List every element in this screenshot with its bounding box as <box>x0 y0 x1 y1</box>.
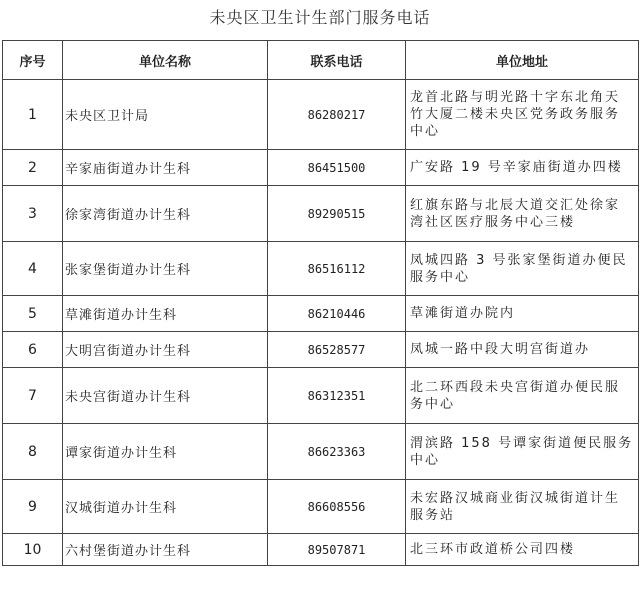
header-index: 序号 <box>3 41 63 80</box>
row-name-text: 未央区卫计局 <box>65 109 150 124</box>
row-name-text: 大明宫街道办计生科 <box>65 344 192 359</box>
row-phone: 86623363 <box>268 424 406 480</box>
row-index: 8 <box>3 424 63 480</box>
row-phone: 86528577 <box>268 332 406 368</box>
table-row <box>3 480 639 534</box>
table-row <box>3 332 639 368</box>
row-index: 4 <box>3 242 63 296</box>
table-row <box>3 424 639 480</box>
row-index: 2 <box>3 150 63 186</box>
row-address: 渭滨路 158 号谭家街道便民服务中心 <box>406 424 639 480</box>
row-name-text: 谭家街道办计生科 <box>65 446 178 461</box>
row-index: 10 <box>3 534 63 566</box>
row-phone: 89507871 <box>268 534 406 566</box>
row-index: 6 <box>3 332 63 368</box>
row-name <box>63 186 268 242</box>
table-row <box>3 534 639 566</box>
row-phone: 86210446 <box>268 296 406 332</box>
header-phone: 联系电话 <box>268 41 406 80</box>
row-name <box>63 80 268 150</box>
table-row <box>3 296 639 332</box>
row-address: 北二环西段未央宫街道办便民服务中心 <box>406 368 639 424</box>
row-name <box>63 368 268 424</box>
row-address: 广安路 19 号辛家庙街道办四楼 <box>406 150 639 186</box>
row-name <box>63 534 268 566</box>
row-address: 龙首北路与明光路十字东北角天竹大厦二楼未央区党务政务服务中心 <box>406 80 639 150</box>
row-name-text: 草滩街道办计生科 <box>65 308 178 323</box>
row-name-text: 张家堡街道办计生科 <box>65 263 192 278</box>
row-name <box>63 480 268 534</box>
row-index: 9 <box>3 480 63 534</box>
row-index: 5 <box>3 296 63 332</box>
header-address: 单位地址 <box>406 41 639 80</box>
row-address: 草滩街道办院内 <box>406 296 639 332</box>
row-name <box>63 242 268 296</box>
row-phone: 89290515 <box>268 186 406 242</box>
row-address: 凤城四路 3 号张家堡街道办便民服务中心 <box>406 242 639 296</box>
row-name-text: 徐家湾街道办计生科 <box>65 208 192 223</box>
row-name-text: 辛家庙街道办计生科 <box>65 162 192 177</box>
table-row <box>3 150 639 186</box>
row-name <box>63 296 268 332</box>
row-phone: 86608556 <box>268 480 406 534</box>
row-phone: 86516112 <box>268 242 406 296</box>
page-title: 未央区卫生计生部门服务电话 <box>209 8 431 27</box>
table-row <box>3 368 639 424</box>
row-phone: 86280217 <box>268 80 406 150</box>
row-index: 7 <box>3 368 63 424</box>
row-index: 3 <box>3 186 63 242</box>
row-phone: 86312351 <box>268 368 406 424</box>
row-phone: 86451500 <box>268 150 406 186</box>
table-header-row <box>3 41 639 80</box>
row-name-text: 汉城街道办计生科 <box>65 501 178 516</box>
row-name <box>63 332 268 368</box>
row-name-text: 六村堡街道办计生科 <box>65 544 192 559</box>
table-row <box>3 186 639 242</box>
row-address: 红旗东路与北辰大道交汇处徐家湾社区医疗服务中心三楼 <box>406 186 639 242</box>
service-phone-table <box>2 40 639 566</box>
table-row <box>3 80 639 150</box>
row-address: 凤城一路中段大明宫街道办 <box>406 332 639 368</box>
row-name <box>63 150 268 186</box>
row-index: 1 <box>3 80 63 150</box>
row-name <box>63 424 268 480</box>
row-address: 未宏路汉城商业街汉城街道计生服务站 <box>406 480 639 534</box>
row-address: 北三环市政道桥公司四楼 <box>406 534 639 566</box>
header-name: 单位名称 <box>63 41 268 80</box>
table-row <box>3 242 639 296</box>
row-name-text: 未央宫街道办计生科 <box>65 390 192 405</box>
